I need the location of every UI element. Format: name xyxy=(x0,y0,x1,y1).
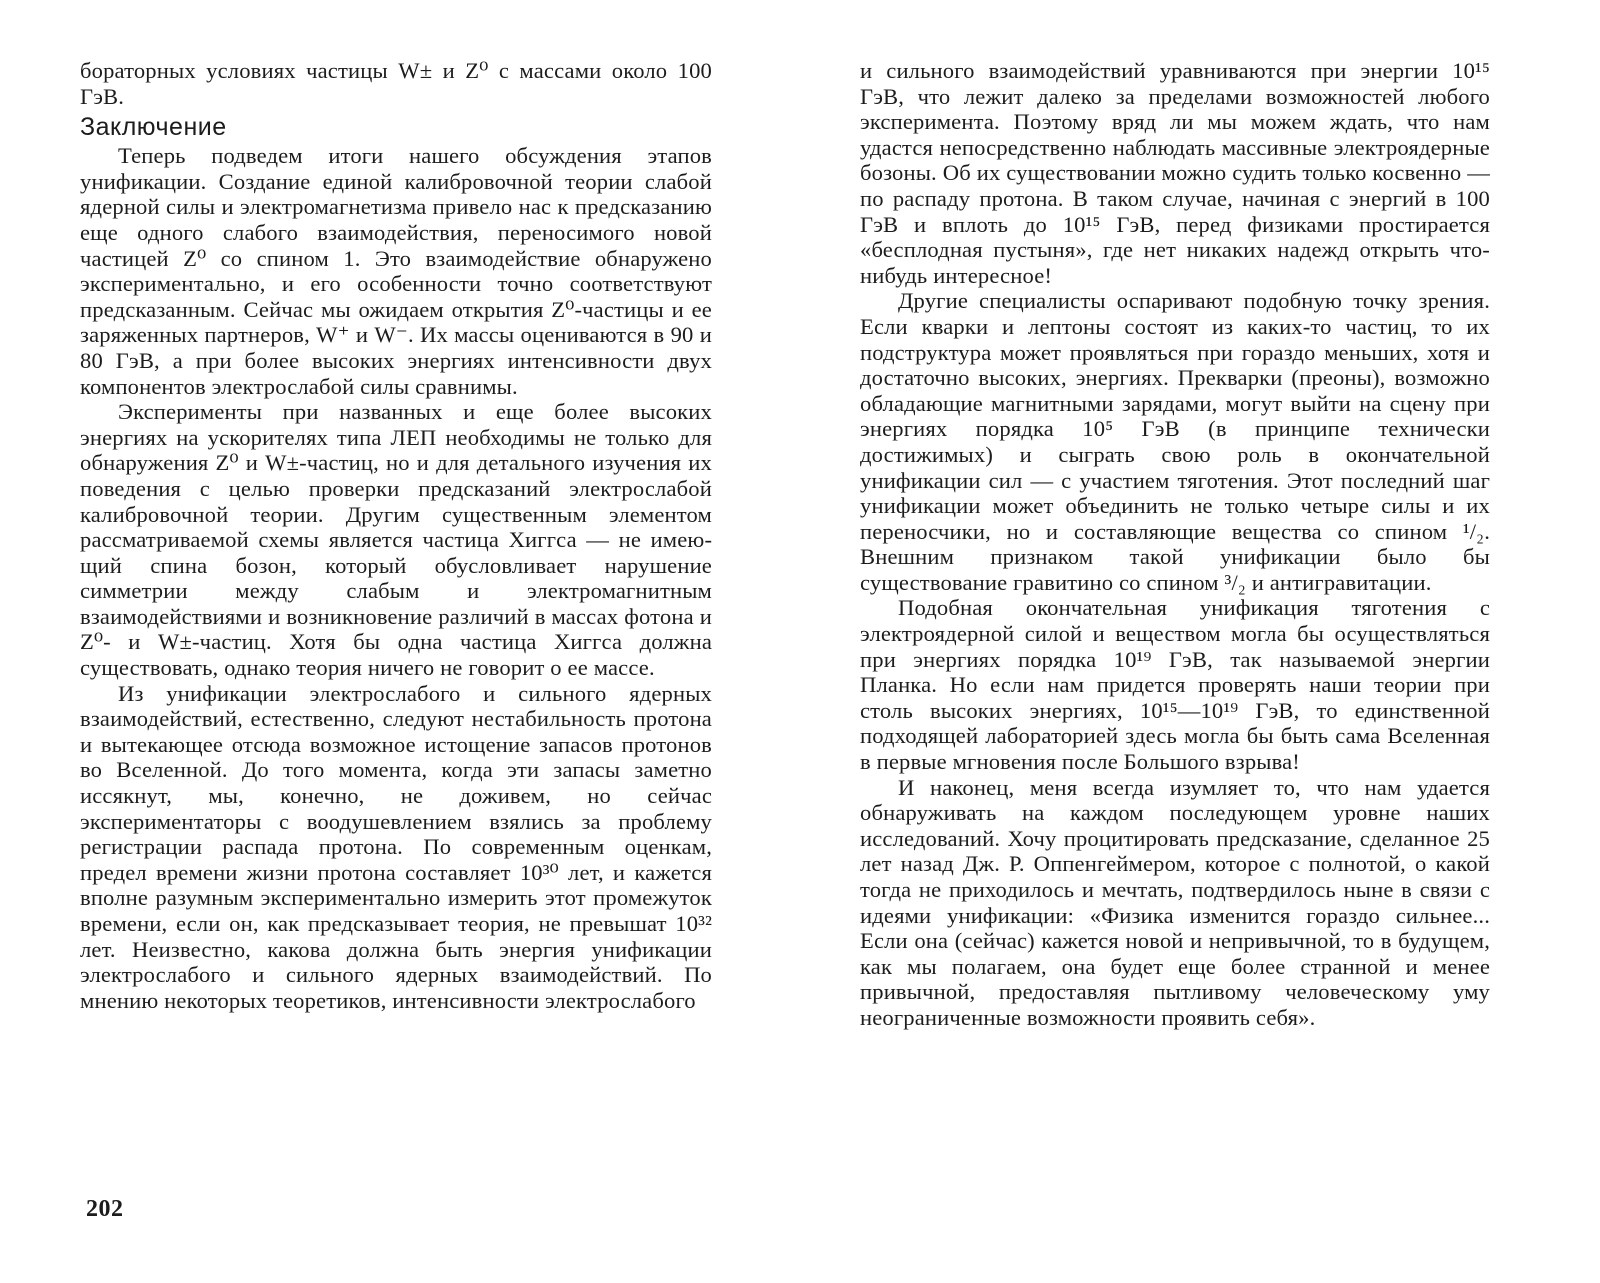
paragraph: Теперь подведем итоги нашего обсуждения этапов унификации. Создание единой калибровочной теории слабой ядерной силы и электромагнетизма привело нас к предсказанию еще одного слабого взаимодействия, переносимого новой частицей Z⁰ со спином 1. Это взаимодействие обнаружено экспериментально, и его особенности точно соответствуют предсказанным. Сейчас мы ожидаем открытия Z⁰-частицы и ее заряженных партнеров, W⁺ и W⁻. Их массы оцениваются в 90 и 80 ГэВ, а при более высоких энергиях интенсивности двух компонентов электрослабой силы сравнимы. xyxy=(80,143,712,399)
paragraph-continuation: бораторных условиях частицы W± и Z⁰ с массами около 100 ГэВ. xyxy=(80,58,712,109)
paragraph: Подобная окончательная унификация тяготения с электроядерной силой и веществом могла бы осуществляться при энергиях порядка 10¹⁹ ГэВ, так называемой энергии Планка. Но если нам придется проверять наши теории при столь высоких энергиях, 10¹⁵—10¹⁹ ГэВ, то единственной подходящей лабораторией здесь могла бы быть сама Вселенная в первые мгновения после Большого взрыва! xyxy=(860,595,1490,775)
paragraph: Из унификации электрослабого и сильного ядерных взаимодействий, естественно, следуют нестабильность протона и вытекающее отсюда возможное истощение запасов протонов во Вселенной. До того момента, когда эти запасы заметно иссякнут, мы, конечно, не доживем, но сейчас экспериментаторы с воодушевлением взялись за проблему регистрации распада протона. По современным оценкам, предел времени жизни протона составляет 10³⁰ лет, и кажется вполне разумным экспериментально измерить этот промежуток времени, если он, как предсказывает теория, не превышат 10³² лет. Неизвестно, какова должна быть энергия унификации электрослабого и сильного ядерных взаимодействий. По мнению некоторых теоретиков, интенсивности электрослабого xyxy=(80,680,712,1013)
left-text-column xyxy=(80,58,712,1013)
paragraph: Другие специалисты оспаривают подобную точку зрения. Если кварки и лептоны состоят из каких-то частиц, то их подструктура может проявляться при гораздо меньших, хотя и достаточно высоких, энергиях. Прекварки (преоны), возможно обладающие магнитными зарядами, могут выйти на сцену при энергиях порядка 10⁵ ГэВ (в принципе технически достижимых) и сыграть свою роль в окончательной унификации сил — с участием тяготения. Этот последний шаг унификации может объединить не только четыре силы и их переносчики, но и составляющие вещества со спином ¹/₂. Внешним признаком такой унификации было бы существование гравитино со спином ³/₂ и антигравитации. xyxy=(860,288,1490,595)
right-page xyxy=(800,0,1600,1283)
paragraph: И наконец, меня всегда изумляет то, что нам удается обнаруживать на каждом последующем уровне наших исследований. Хочу процитировать предсказание, сделанное 25 лет назад Дж. Р. Оппенгеймером, которое с полнотой, о какой тогда не приходилось и мечтать, подтвердилось ныне в связи с идеями унификации: «Физика изменится гораздо сильнее... Если она (сейчас) кажется новой и непривычной, то в будущем, как мы полагаем, она будет еще более странной и менее привычной, предоставляя пытливому человеческому уму неограниченные возможности проявить себя». xyxy=(860,774,1490,1030)
right-text-column xyxy=(860,58,1490,1031)
left-page xyxy=(0,0,780,1283)
page-number: 202 xyxy=(86,1196,124,1222)
paragraph-continuation: и сильного взаимодействий уравниваются при энергии 10¹⁵ ГэВ, что лежит далеко за пределами возможностей любого эксперимента. Поэтому вряд ли мы можем ждать, что нам удастся непосредственно наблюдать массивные электроядерные бозоны. Об их существовании можно судить только косвенно — по распаду протона. В таком случае, начиная с энергий в 100 ГэВ и вплоть до 10¹⁵ ГэВ, перед физиками простирается «бесплодная пустыня», где нет никаких надежд открыть что-нибудь интересное! xyxy=(860,58,1490,288)
paragraph: Эксперименты при названных и еще более высоких энергиях на ускорителях типа ЛЕП необходимы не только для обнаружения Z⁰ и W±-частиц, но и для детального изучения их поведения с целью проверки предсказаний электрослабой калибровочной теории. Другим существенным элементом рассматриваемой схемы является частица Хиггса — не имеющий спина бозон, который обусловливает нарушение симметрии между слабым и электромагнитным взаимодействиями и возникновение различий в массах фотона и Z⁰- и W±-частиц. Хотя бы одна частица Хиггса должна существовать, однако теория ничего не говорит о ее массе. xyxy=(80,399,712,681)
section-heading: Заключение xyxy=(80,113,227,142)
